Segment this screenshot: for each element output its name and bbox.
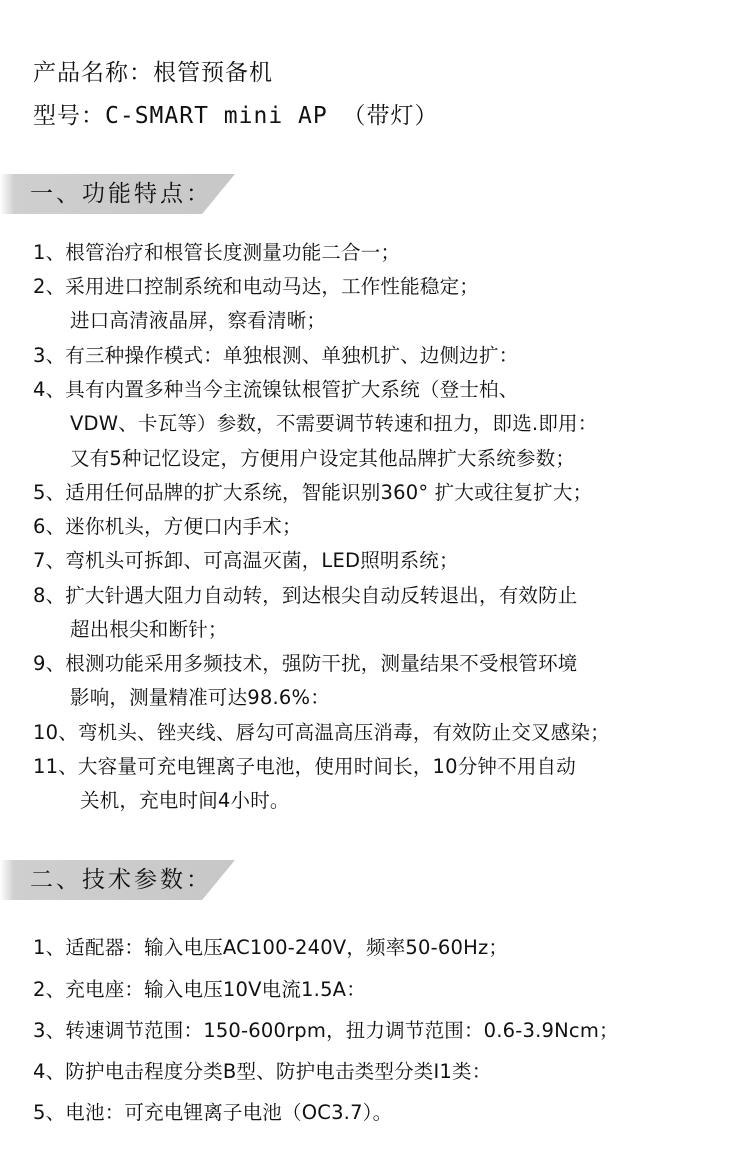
feature-line: 8、扩大针遇大阻力自动转，到达根尖自动反转退出，有效防止 xyxy=(33,584,578,607)
feature-line: 进口高清液晶屏，察看清晰； xyxy=(70,309,327,332)
feature-line: VDW、卡瓦等）参数，不需要调节转速和扭力，即选.即用： xyxy=(70,412,598,435)
feature-line: 3、有三种操作模式：单独根测、单独机扩、边侧边扩： xyxy=(33,344,519,367)
feature-line: 又有5种记忆设定，方便用户设定其他品牌扩大系统参数； xyxy=(70,447,576,470)
feature-line: 关机，充电时间4小时。 xyxy=(80,789,290,812)
section-title-specs: 二、技术参数： xyxy=(30,867,212,893)
product-model: 型号：C-SMART mini AP （带灯） xyxy=(33,103,439,129)
spec-line: 4、防护电击程度分类B型、防护电击类型分类I1类： xyxy=(33,1060,492,1083)
feature-line: 影响，测量精准可达98.6%： xyxy=(70,686,330,709)
feature-line: 4、具有内置多种当今主流镍钛根管扩大系统（登士柏、 xyxy=(33,378,519,401)
feature-line: 5、适用任何品牌的扩大系统，智能识别360° 扩大或往复扩大； xyxy=(33,481,593,504)
feature-line: 11、大容量可充电锂离子电池，使用时间长，10分钟不用自动 xyxy=(33,755,576,778)
section-title-features: 一、功能特点： xyxy=(30,181,212,207)
spec-line: 3、转速调节范围：150-600rpm，扭力调节范围：0.6-3.9Ncm； xyxy=(33,1019,619,1042)
spec-line: 1、适配器：输入电压AC100-240V，频率50-60Hz； xyxy=(33,936,509,959)
spec-line: 5、电池：可充电锂离子电池（OC3.7）。 xyxy=(33,1101,393,1124)
feature-line: 1、根管治疗和根管长度测量功能二合一； xyxy=(33,241,401,264)
feature-line: 9、根测功能采用多频技术，强防干扰，测量结果不受根管环境 xyxy=(33,652,578,675)
feature-line: 7、弯机头可拆卸、可高温灭菌，LED照明系统； xyxy=(33,549,459,572)
spec-line: 2、充电座：输入电压10V电流1.5A： xyxy=(33,978,366,1001)
feature-line: 2、采用进口控制系统和电动马达，工作性能稳定； xyxy=(33,275,480,298)
product-name: 产品名称：根管预备机 xyxy=(33,60,273,86)
feature-line: 6、迷你机头，方便口内手术； xyxy=(33,515,302,538)
feature-line: 10、弯机头、锉夹线、唇勾可高温高压消毒，有效防止交叉感染； xyxy=(33,721,610,744)
feature-line: 超出根尖和断针； xyxy=(70,618,228,641)
